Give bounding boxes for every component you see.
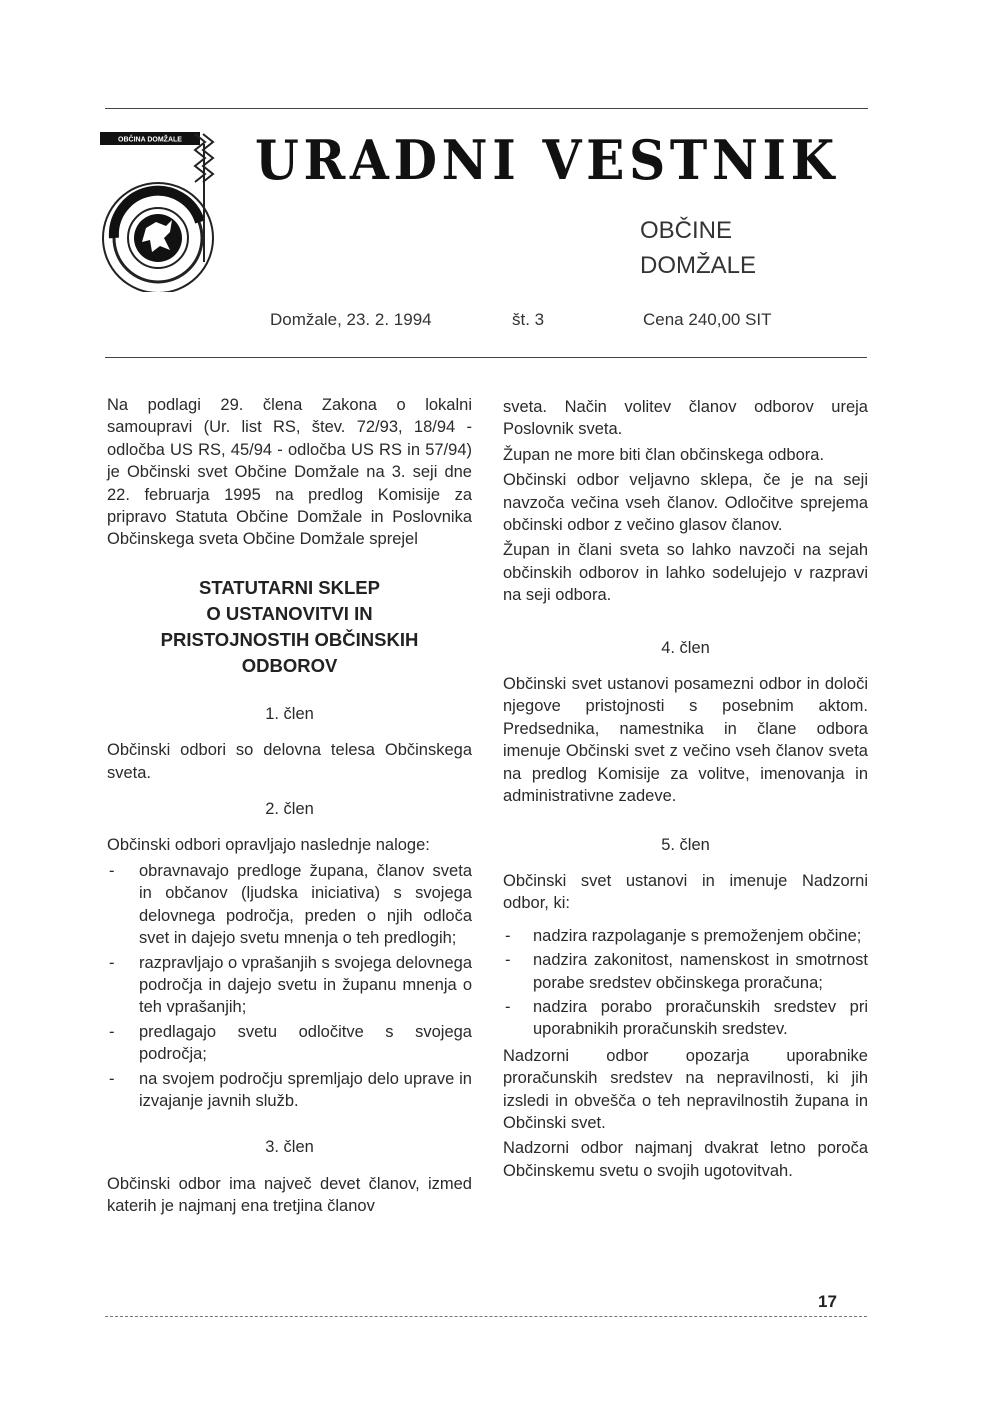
- price: Cena 240,00 SIT: [643, 310, 772, 329]
- article-5-list: [503, 925, 868, 1041]
- list-item: - na svojem področju spremljajo delo uprave in izvajanje javnih služb.: [107, 1068, 472, 1113]
- header-bottom-rule: [105, 357, 867, 358]
- list-item: - nadzira zakonitost, namenskost in smotrnost porabe sredstev občinskega proračuna;: [503, 949, 868, 994]
- left-column: [107, 394, 472, 1221]
- article-4-text: Občinski svet ustanovi posamezni odbor in določi njegove pristojnosti s posebnim aktom. Predsednika, namestnika in člane odbora imenuje Občinski svet z večino vseh članov sveta na predlog Komisije za volitve, imenovanja in administrativne zadeve.: [503, 675, 868, 806]
- article-5-warnings: Nadzorni odbor opozarja uporabnike proračunskih sredstev na nepravilnosti, ki jih izsledi in obvešča o teh nepravilnostih župana in Občinski svet.: [503, 1046, 868, 1132]
- list-item: - razpravljajo o vprašanjih s svojega delovnega področja in dajejo svetu in županu mnenja o teh vprašanjih;: [107, 952, 472, 1019]
- top-rule: [105, 108, 868, 109]
- article-4-heading: 4. člen: [661, 638, 710, 657]
- article-3-continued: sveta. Način volitev članov odborov ureja Poslovnik sveta.: [503, 398, 868, 439]
- right-column: [503, 396, 868, 1185]
- article-3-attendance: Župan in člani sveta so lahko navzoči na sejah občinskih odborov in lahko sodelujejo v razpravi na seji odbora.: [503, 541, 868, 605]
- intro-paragraph: Na podlagi 29. člena Zakona o lokalni samoupravi (Ur. list RS, štev. 72/93, 18/94 - odločba US RS, 45/94 - odločba US RS in 57/94) je Občinski svet Občine Domžale na 3. seji dne 22. februarja 1995 na predlog Komisije za pripravo Statuta Občine Domžale in Poslovnika Občinskega sveta Občine Domžale sprejel: [107, 396, 472, 549]
- article-5-text: Občinski svet ustanovi in imenuje Nadzorni odbor, ki:: [503, 871, 868, 913]
- list-item: - nadzira porabo proračunskih sredstev pri uporabnikih proračunskih sredstev.: [503, 996, 868, 1041]
- subtitle-obcine: OBČINE: [640, 217, 733, 244]
- article-2-heading: 2. člen: [265, 800, 314, 819]
- list-item: - nadzira razpolaganje s premoženjem občine;: [503, 925, 868, 947]
- subtitle-domzale: DOMŽALE: [640, 252, 757, 279]
- list-item: - obravnavajo predloge župana, članov sveta in občanov (ljudska iniciativa) s svojega delovnega področja, preden o njih odloča svet in dajejo svetu mnenja o teh predlogih;: [107, 860, 472, 950]
- place-date: Domžale, 23. 2. 1994: [270, 310, 432, 329]
- heading-line: ODBOROV: [241, 654, 338, 676]
- article-1-text: Občinski odbori so delovna telesa Občinskega sveta.: [107, 741, 472, 782]
- article-3-mayor: Župan ne more biti član občinskega odbora.: [503, 445, 825, 464]
- document-heading: [107, 575, 472, 679]
- article-5-heading: 5. člen: [661, 835, 710, 854]
- municipality-logo: [100, 132, 220, 292]
- article-3-heading: 3. člen: [265, 1138, 314, 1157]
- article-5-reporting: Nadzorni odbor najmanj dvakrat letno poroča Občinskemu svetu o svojih ugotovitvah.: [503, 1139, 868, 1180]
- article-1-heading: 1. člen: [265, 704, 314, 723]
- footer-rule: [105, 1316, 867, 1317]
- article-3-text: Občinski odbor ima največ devet članov, izmed katerih je najmanj ena tretjina članov: [107, 1174, 472, 1216]
- issue-number: št. 3: [512, 310, 545, 329]
- article-2-list: [107, 860, 472, 1112]
- heading-line: PRISTOJNOSTIH OBČINSKIH: [160, 628, 419, 650]
- heading-line: STATUTARNI SKLEP: [199, 576, 380, 598]
- logo-text: OBČINA DOMŽALE: [118, 136, 182, 144]
- heading-line: O USTANOVITVI IN: [206, 602, 373, 624]
- list-item: - predlagajo svetu odločitve s svojega področja;: [107, 1021, 472, 1066]
- article-3-quorum: Občinski odbor veljavno sklepa, če je na seji navzoča večina vseh članov. Odločitve sprejema občinski odbor z večino glasov članov.: [503, 471, 868, 535]
- article-2-text: Občinski odbori opravljajo naslednje naloge:: [107, 836, 430, 855]
- page-number: 17: [818, 1292, 837, 1311]
- publication-title: URADNI VESTNIK: [255, 128, 839, 192]
